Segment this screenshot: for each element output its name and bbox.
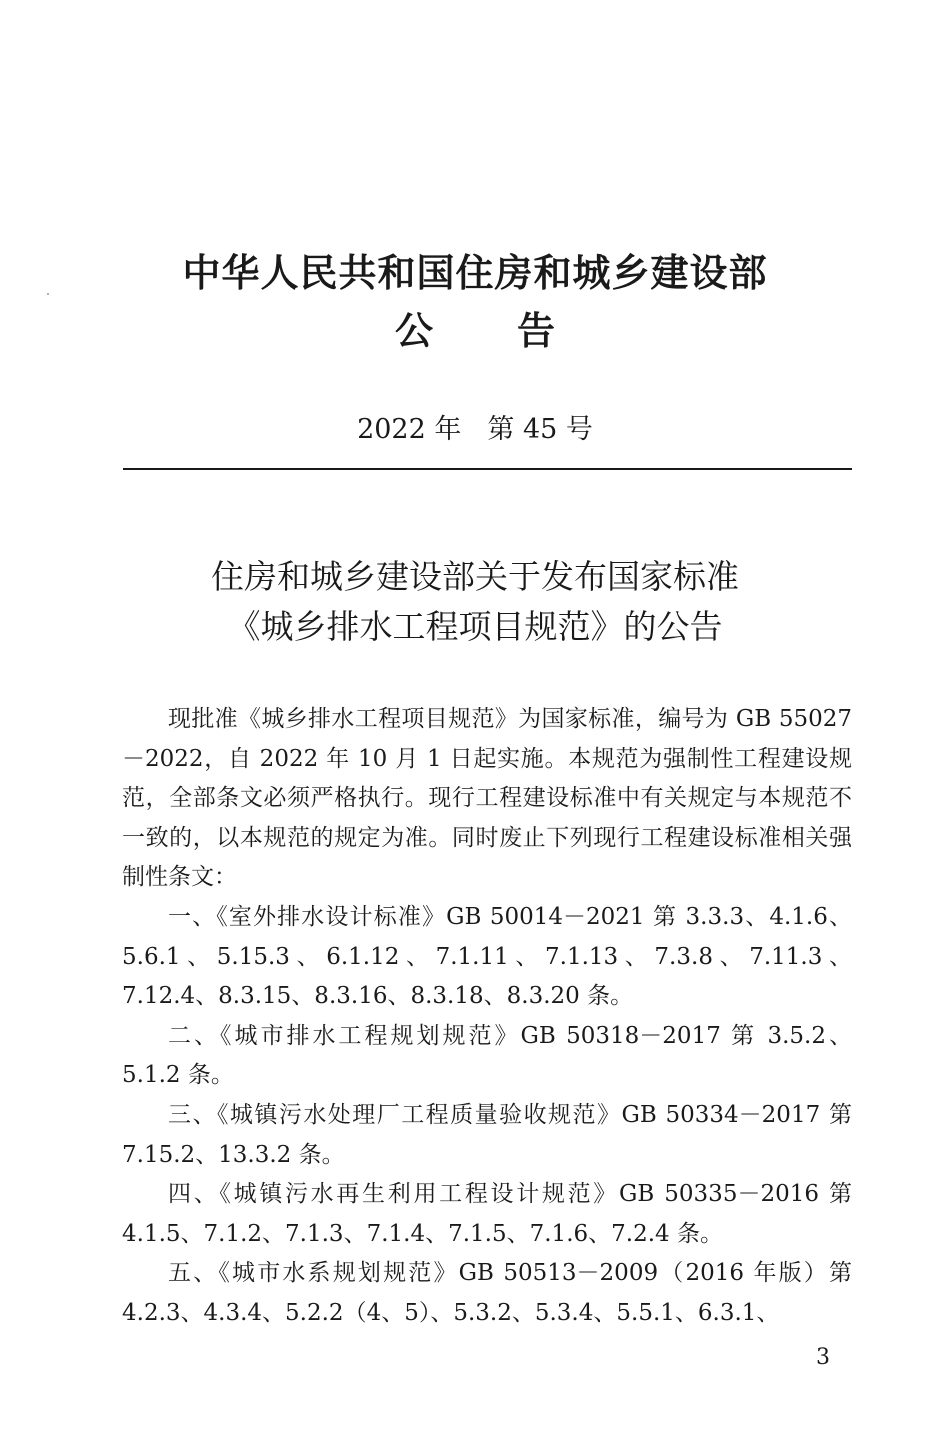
- issue-number: [0, 410, 950, 450]
- title-line-2: 《城乡排水工程项目规范》的公告: [227, 607, 723, 646]
- announcement-title: [0, 552, 950, 652]
- document-type-char-2: 告: [517, 309, 556, 353]
- issue-year: 2022 年: [357, 414, 462, 445]
- issue-no: 第 45 号: [487, 414, 593, 445]
- body-paragraph-intro: 现批准《城乡排水工程项目规范》为国家标准，编号为 GB 55027－2022，自 2022 年 10 月 1 日起实施。本规范为强制性工程建设规范，全部条文必须严格执行。现行工程建设标准中有关规定与本规范不一致的，以本规范的规定为准。同时废止下列现行工程建设标准相关强制性条文：: [122, 706, 852, 891]
- title-line-1: 住房和城乡建设部关于发布国家标准: [211, 557, 739, 596]
- body-paragraph-item-2: 二、《城市排水工程规划规范》GB 50318－2017 第 3.5.2、5.1.2 条。: [122, 1022, 852, 1089]
- announcement-body: [122, 700, 852, 1334]
- document-type-heading: [0, 306, 950, 356]
- document-type-char-1: 公: [394, 309, 433, 353]
- ministry-heading: 中华人民共和国住房和城乡建设部: [182, 251, 768, 295]
- body-paragraph-item-4: 四、《城镇污水再生利用工程设计规范》GB 50335－2016 第 4.1.5、7.1.2、7.1.3、7.1.4、7.1.5、7.1.6、7.2.4 条。: [122, 1181, 852, 1247]
- body-paragraph-item-3: 三、《城镇污水处理厂工程质量验收规范》GB 50334－2017 第 7.15.2、13.3.2 条。: [122, 1101, 852, 1168]
- header-divider: [123, 468, 852, 470]
- body-paragraph-item-5: 五、《城市水系规划规范》GB 50513－2009（2016 年版）第 4.2.3、4.3.4、5.2.2（4、5）、5.3.2、5.3.4、5.5.1、6.3.1、: [122, 1260, 852, 1326]
- body-paragraph-item-1: 一、《室外排水设计标准》GB 50014－2021 第 3.3.3、4.1.6、5.6.1、5.15.3、6.1.12、7.1.11、7.1.13、7.3.8、7.11.3、7.12.4、8.3.15、8.3.16、8.3.18、8.3.20 条。: [122, 903, 852, 1010]
- page-number: 3: [816, 1345, 830, 1370]
